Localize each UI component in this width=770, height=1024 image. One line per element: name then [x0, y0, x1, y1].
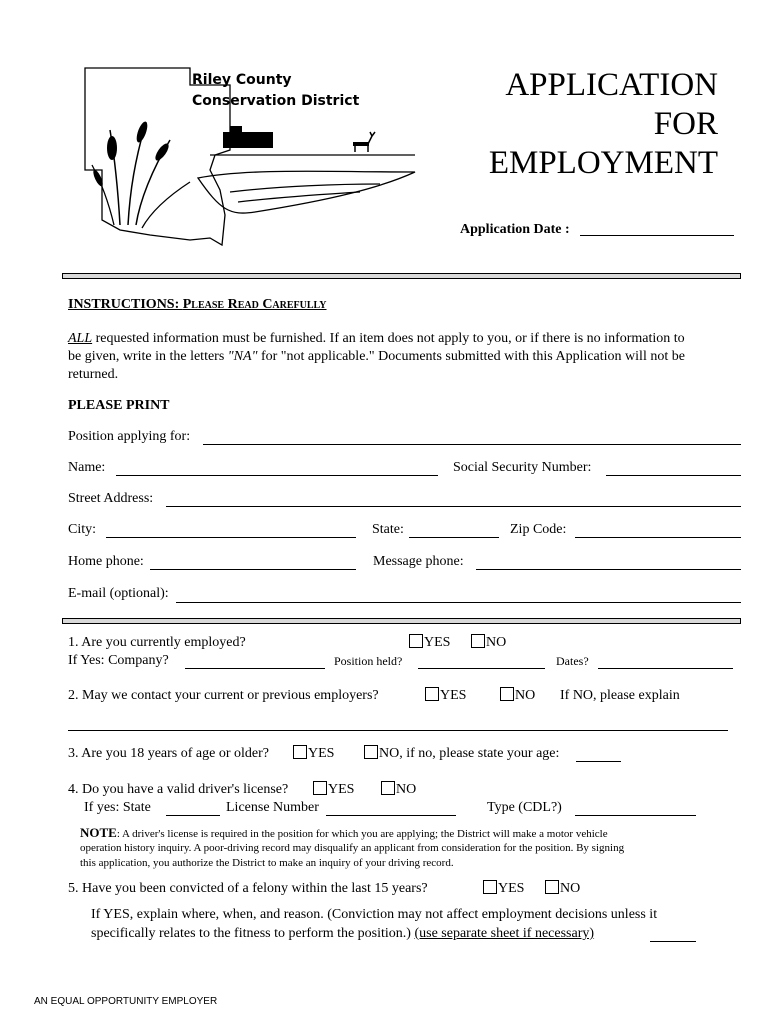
instructions-text-1: requested information must be furnished. If an item does not apply to you, or if there is no information to [92, 331, 685, 346]
q1-no-label: NO [486, 635, 507, 650]
message-phone-input[interactable] [476, 555, 741, 570]
title-line-1: APPLICATION [505, 67, 718, 103]
instructions-line-3: returned. [68, 367, 119, 382]
q2-yes-label: YES [440, 688, 467, 703]
q5-yes-checkbox[interactable] [483, 880, 497, 894]
q4-type-input[interactable] [575, 801, 696, 816]
instructions-na: "NA" [227, 349, 258, 364]
state-input[interactable] [409, 523, 499, 538]
q4-text: 4. Do you have a valid driver's license? [68, 782, 289, 797]
instructions-text-2a: be given, write in the letters [68, 349, 228, 364]
q5-explain-line-2 [91, 926, 594, 942]
q2-yes-checkbox[interactable] [425, 687, 439, 701]
logo-line-1: Riley County [192, 72, 292, 88]
q3-text: 3. Are you 18 years of age or older? [68, 746, 269, 761]
email-label: E-mail (optional): [68, 586, 169, 601]
q2-explain-input[interactable] [68, 716, 728, 731]
q4-yes-checkbox[interactable] [313, 781, 327, 795]
q2-no-label: NO [515, 688, 536, 703]
q4-yes-label: YES [328, 782, 355, 797]
title-line-3: EMPLOYMENT [488, 145, 718, 181]
q2-no-checkbox[interactable] [500, 687, 514, 701]
name-input[interactable] [116, 461, 438, 476]
instructions-heading-prefix: INSTRUCTIONS: [68, 297, 183, 312]
position-label: Position applying for: [68, 429, 191, 444]
q1-yes-label: YES [424, 635, 451, 650]
street-input[interactable] [166, 492, 741, 507]
q4-no-label: NO [396, 782, 417, 797]
instructions-heading [68, 297, 327, 313]
q1-company-input[interactable] [185, 654, 325, 669]
street-label: Street Address: [68, 491, 154, 506]
city-input[interactable] [106, 523, 356, 538]
q4-type-label: Type (CDL?) [487, 800, 562, 815]
q4-state-label: If yes: State [84, 800, 151, 815]
q3-yes-checkbox[interactable] [293, 745, 307, 759]
riley-county-map-icon [80, 60, 420, 250]
footer-eoe: AN EQUAL OPPORTUNITY EMPLOYER [34, 996, 218, 1007]
q3-no-checkbox[interactable] [364, 745, 378, 759]
state-label: State: [372, 522, 404, 537]
q3-yes-label: YES [308, 746, 335, 761]
q5-explain-text: specifically relates to the fitness to perform the position.) [91, 926, 415, 941]
zip-label: Zip Code: [510, 522, 567, 537]
section-divider [62, 273, 741, 279]
q4-state-input[interactable] [166, 801, 220, 816]
title-line-2: FOR [653, 106, 718, 142]
q1-no-checkbox[interactable] [471, 634, 485, 648]
position-input[interactable] [203, 430, 741, 445]
q1-position-input[interactable] [418, 654, 545, 669]
home-phone-input[interactable] [150, 555, 356, 570]
please-print-label: PLEASE PRINT [68, 398, 170, 413]
q5-no-checkbox[interactable] [545, 880, 559, 894]
instructions-heading-rest: Please Read Carefully [182, 297, 327, 312]
city-label: City: [68, 522, 97, 537]
application-date-label: Application Date : [460, 222, 570, 237]
q1-company-label: If Yes: Company? [68, 653, 169, 668]
q1-position-label: Position held? [334, 654, 403, 668]
instructions-all-word: ALL [68, 331, 93, 346]
message-phone-label: Message phone: [373, 554, 464, 569]
q5-separate-sheet: (use separate sheet if necessary) [414, 926, 595, 941]
q2-explain-label: If NO, please explain [560, 688, 680, 703]
note-text-1: : A driver's license is required in the position for which you are applying; the District will make a motor vehicle [116, 828, 608, 840]
q1-text: 1. Are you currently employed? [68, 635, 246, 650]
q5-yes-label: YES [498, 881, 525, 896]
home-phone-label: Home phone: [68, 554, 144, 569]
email-input[interactable] [176, 588, 741, 603]
q1-dates-input[interactable] [598, 654, 733, 669]
q5-no-label: NO [560, 881, 581, 896]
q1-yes-checkbox[interactable] [409, 634, 423, 648]
zip-input[interactable] [575, 523, 741, 538]
q3-no-label: NO, if no, please state your age: [379, 746, 560, 761]
instructions-line-1 [68, 331, 685, 347]
document-title [418, 66, 718, 183]
application-date-input[interactable] [580, 221, 734, 236]
instructions-text-2b: for "not applicable." Documents submitted with this Application will not be [257, 349, 685, 364]
logo-line-2: Conservation District [192, 93, 360, 109]
ssn-input[interactable] [606, 461, 741, 476]
name-label: Name: [68, 460, 106, 475]
ssn-label: Social Security Number: [453, 460, 592, 475]
q5-underline [650, 941, 696, 942]
q4-no-checkbox[interactable] [381, 781, 395, 795]
q4-license-label: License Number [226, 800, 319, 815]
q4-license-input[interactable] [326, 801, 456, 816]
note-line-1 [80, 825, 608, 841]
section-divider-2 [62, 618, 741, 624]
instructions-line-2 [68, 349, 685, 365]
note-line-3: this application, you authorize the District to make an inquiry of your driving record. [80, 857, 454, 869]
note-line-2: operation history inquiry. A poor-driving record may disqualify an applicant from consideration for the position. By signing [80, 842, 625, 854]
q1-dates-label: Dates? [556, 654, 589, 668]
district-logo [80, 60, 420, 250]
q3-age-input[interactable] [576, 747, 621, 762]
note-label: NOTE [80, 825, 117, 840]
q2-text: 2. May we contact your current or previous employers? [68, 688, 379, 703]
q5-text: 5. Have you been convicted of a felony within the last 15 years? [68, 881, 428, 896]
q5-explain-line-1: If YES, explain where, when, and reason. (Conviction may not affect employment decisions unless it [91, 907, 658, 922]
